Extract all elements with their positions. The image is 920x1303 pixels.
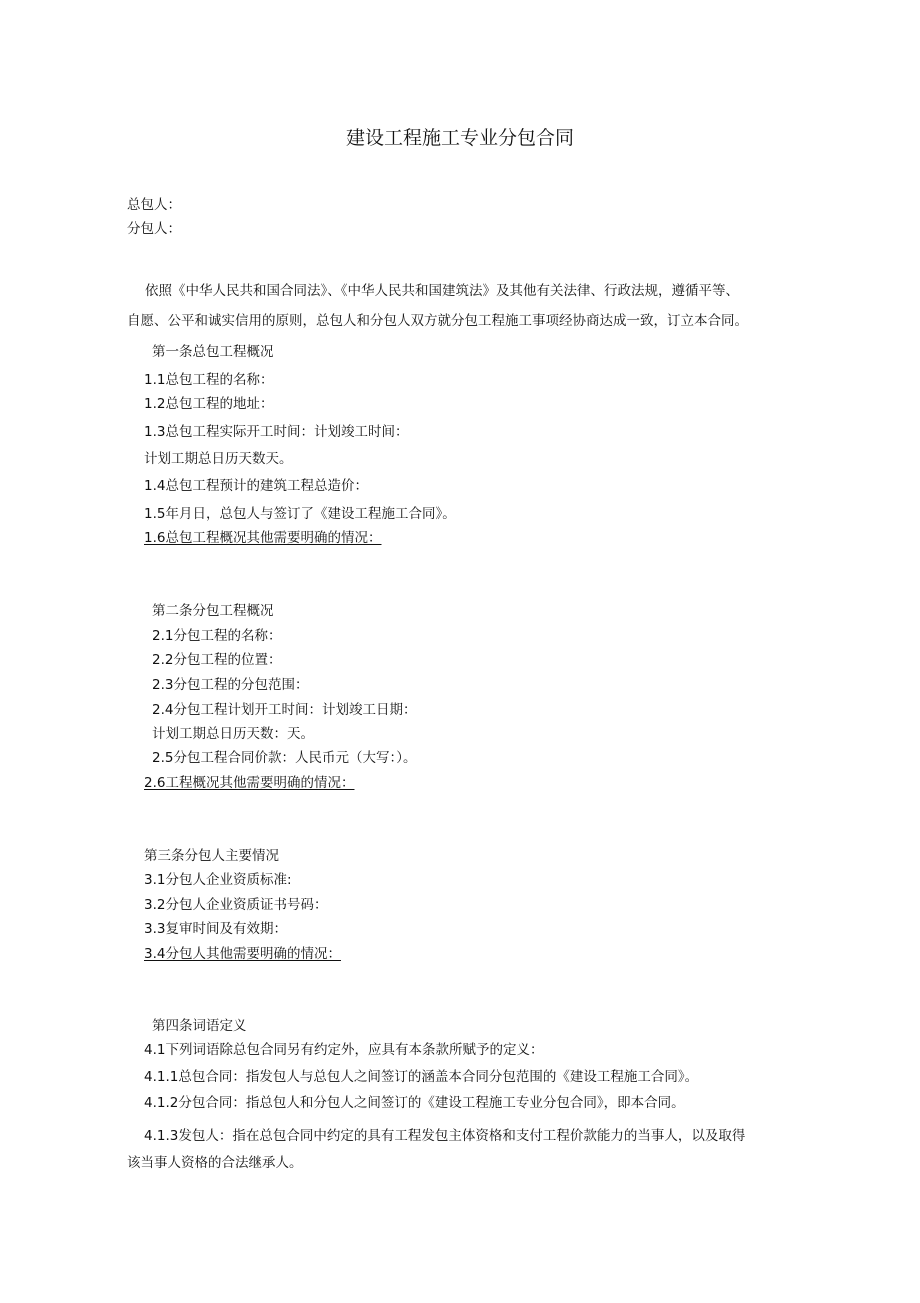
preamble-line-2: 自愿、公平和诚实信用的原则，总包人和分包人双方就分包工程施工事项经协商达成一致，订立本合同。	[127, 313, 748, 329]
clause-2-3: 2.3分包工程的分包范围：	[152, 677, 309, 693]
document-title: 建设工程施工专业分包合同	[345, 127, 574, 149]
clause-1-5: 1.5年月日，总包人与签订了《建设工程施工合同》。	[144, 506, 456, 522]
clause-1-1: 1.1总包工程的名称：	[144, 372, 274, 388]
subcontractor-label: 分包人：	[127, 221, 181, 237]
clause-3-4: 3.4分包人其他需要明确的情况：	[144, 946, 341, 962]
clause-2-5: 2.5分包工程合同价款：人民币元（大写：）。	[152, 750, 417, 766]
article-4-heading: 第四条词语定义	[152, 1018, 247, 1034]
clause-1-3-duration: 计划工期总日历天数天。	[144, 451, 293, 467]
clause-4-1-2: 4.1.2分包合同：指总包人和分包人之间签订的《建设工程施工专业分包合同》，即本合同。	[144, 1095, 685, 1111]
clause-1-2: 1.2总包工程的地址：	[144, 396, 274, 412]
article-3-heading: 第三条分包人主要情况	[144, 848, 279, 864]
clause-3-2: 3.2分包人企业资质证书号码：	[144, 897, 328, 913]
article-1-heading: 第一条总包工程概况	[152, 344, 274, 360]
clause-4-1-3-continued: 该当事人资格的合法继承人。	[127, 1155, 303, 1171]
clause-1-3: 1.3总包工程实际开工时间：计划竣工时间：	[144, 424, 409, 440]
clause-2-4-duration: 计划工期总日历天数：天。	[152, 726, 314, 742]
clause-2-1: 2.1分包工程的名称：	[152, 628, 282, 644]
clause-1-4: 1.4总包工程预计的建筑工程总造价：	[144, 478, 368, 494]
clause-2-4: 2.4分包工程计划开工时间：计划竣工日期：	[152, 702, 417, 718]
general-contractor-label: 总包人：	[127, 197, 181, 213]
clause-2-6: 2.6工程概况其他需要明确的情况：	[144, 775, 355, 791]
preamble-line-1: 依照《中华人民共和国合同法》、《中华人民共和国建筑法》及其他有关法律、行政法规，遵循平等、	[145, 283, 739, 299]
clause-3-1: 3.1分包人企业资质标准:	[144, 872, 292, 888]
clause-4-1: 4.1下列词语除总包合同另有约定外，应具有本条款所赋予的定义：	[144, 1042, 544, 1058]
clause-1-6: 1.6总包工程概况其他需要明确的情况：	[144, 530, 382, 546]
clause-3-3: 3.3复审时间及有效期：	[144, 921, 287, 937]
clause-2-2: 2.2分包工程的位置：	[152, 652, 282, 668]
clause-4-1-1: 4.1.1总包合同：指发包人与总包人之间签订的涵盖本合同分包范围的《建设工程施工合同》。	[144, 1069, 699, 1085]
article-2-heading: 第二条分包工程概况	[152, 603, 274, 619]
clause-4-1-3: 4.1.3发包人：指在总包合同中约定的具有工程发包主体资格和支付工程价款能力的当事人，以及取得	[144, 1128, 746, 1144]
